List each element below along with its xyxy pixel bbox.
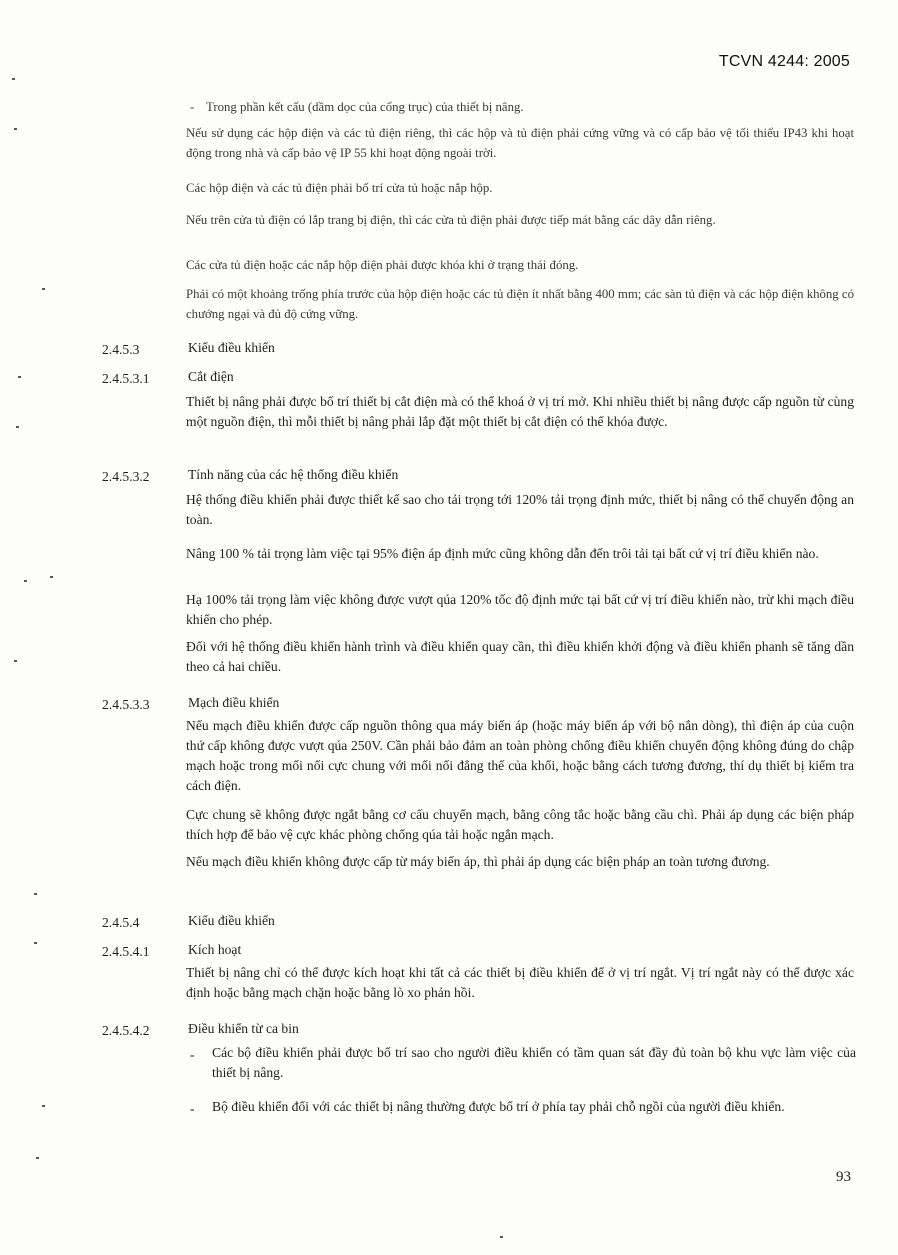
paragraph: Thiết bị nâng chỉ có thể được kích hoạt khi tất cả các thiết bị điều khiển để ở vị trí ngắt. Vị trí ngắt này có thể được xác định hoặc bằng mạch chặn hoặc bằng lò xo phản hồi.	[186, 965, 854, 1000]
scan-speck	[34, 893, 37, 895]
paragraph: Nếu mạch điều khiển không được cấp từ máy biến áp, thì phải áp dụng các biện pháp an toàn tương đương.	[186, 854, 770, 869]
scan-speck	[24, 580, 27, 582]
section-title: Tính năng của các hệ thống điều khiển	[188, 467, 399, 482]
intro-bullet-text: Trong phần kết cấu (dầm dọc của cổng trục) của thiết bị nâng.	[206, 100, 524, 114]
section-number: 2.4.5.3	[102, 342, 140, 357]
scan-speck	[18, 376, 21, 378]
scan-speck	[14, 660, 17, 662]
scan-speck	[34, 942, 37, 944]
paragraph: Nếu trên cửa tủ điện có lắp trang bị điện, thì các cửa tủ điện phải được tiếp mát bằng các dây dẫn riêng.	[186, 213, 716, 227]
bullet-mark: -	[190, 1101, 195, 1116]
section-title: Cắt điện	[188, 369, 234, 384]
section-number: 2.4.5.4	[102, 915, 140, 930]
paragraph: Nếu sử dụng các hộp điện và các tủ điện riêng, thì các hộp và tủ điện phải cứng vững và có cấp bảo vệ tối thiểu IP43 khi hoạt động trong nhà và cấp bảo vệ IP 55 khi hoạt động ngoài trời.	[186, 126, 854, 160]
scan-speck	[42, 288, 45, 290]
paragraph: Nâng 100 % tải trọng làm việc tại 95% điện áp định mức cũng không dẫn đến trôi tải tại bất cứ vị trí điều khiển nào.	[186, 546, 819, 561]
bullet-mark: -	[190, 1047, 195, 1062]
scan-speck	[14, 128, 17, 130]
paragraph: Hệ thống điều khiển phải được thiết kế sao cho tải trọng tới 120% tải trọng định mức, thiết bị nâng có thể chuyển động an toàn.	[186, 492, 854, 527]
section-number: 2.4.5.3.2	[102, 469, 150, 484]
paragraph: Đối với hệ thống điều khiển hành trình và điều khiển quay cần, thì điều khiển khởi động và điều khiển phanh sẽ tăng dần theo cả hai chiều.	[186, 639, 854, 674]
list-item: Bộ điều khiển đối với các thiết bị nâng thường được bố trí ở phía tay phải chỗ ngồi của người điều khiển.	[212, 1099, 785, 1114]
section-title: Kiểu điều khiển	[188, 913, 275, 928]
paragraph: Nếu mạch điều khiển được cấp nguồn thông qua máy biến áp (hoặc máy biến áp với bộ nắn dòng), thì điện áp của cuộn thứ cấp không được vượt qúa 250V. Cần phải bảo đảm an toàn phòng chống điều khiển chuyển động không đúng do chập mạch hoặc trong mối nối cực chung với mối nối đẳng thế của khối, hoặc bằng cách tương đương, thí dụ thiết bị kiểm tra cách điện.	[186, 718, 854, 793]
scan-speck	[42, 1105, 45, 1107]
paragraph: Các cửa tủ điện hoặc các nắp hộp điện phải được khóa khi ở trạng thái đóng.	[186, 258, 579, 272]
standard-code-header: TCVN 4244: 2005	[718, 53, 850, 70]
section-title: Điều khiển từ ca bin	[188, 1021, 299, 1036]
scan-speck	[12, 78, 15, 80]
paragraph: Hạ 100% tải trọng làm việc không được vượt qúa 120% tốc độ định mức tại bất cứ vị trí điều khiển nào, trừ khi mạch điều khiển cho phép.	[186, 592, 854, 627]
scan-speck	[16, 426, 19, 428]
section-number: 2.4.5.4.1	[102, 944, 150, 959]
paragraph: Các hộp điện và các tủ điện phải bố trí cửa tủ hoặc nắp hộp.	[186, 181, 493, 195]
list-item: Các bộ điều khiển phải được bố trí sao cho người điều khiển có tầm quan sát đầy đủ toàn bộ khu vực làm việc của thiết bị nâng.	[212, 1045, 856, 1080]
paragraph: Phải có một khoảng trống phía trước của hộp điện hoặc các tủ điện ít nhất bằng 400 mm; các sàn tủ điện và các hộp điện không có chướng ngại và đủ độ cứng vững.	[186, 287, 854, 321]
scan-speck	[500, 1236, 503, 1238]
section-title: Mạch điều khiển	[188, 695, 280, 710]
page-number: 93	[836, 1169, 851, 1185]
section-title: Kích hoạt	[188, 942, 242, 957]
section-number: 2.4.5.3.1	[102, 371, 150, 386]
section-title: Kiểu điều khiển	[188, 340, 275, 355]
bullet-mark: -	[190, 100, 195, 114]
scan-speck	[50, 576, 53, 578]
paragraph: Cực chung sẽ không được ngắt bằng cơ cấu chuyển mạch, bằng công tắc hoặc bằng cầu chì. Phải áp dụng các biện pháp thích hợp để bảo vệ cực khác phòng chống qúa tải hoặc ngắn mạch.	[186, 807, 854, 842]
scan-speck	[36, 1157, 39, 1159]
paragraph: Thiết bị nâng phải được bố trí thiết bị cắt điện mà có thể khoá ở vị trí mở. Khi nhiều thiết bị nâng được cấp nguồn từ cùng một nguồn điện, thì mỗi thiết bị nâng phải lắp đặt một thiết bị cắt điện có thể khóa được.	[186, 394, 854, 429]
section-number: 2.4.5.3.3	[102, 697, 150, 712]
section-number: 2.4.5.4.2	[102, 1023, 150, 1038]
